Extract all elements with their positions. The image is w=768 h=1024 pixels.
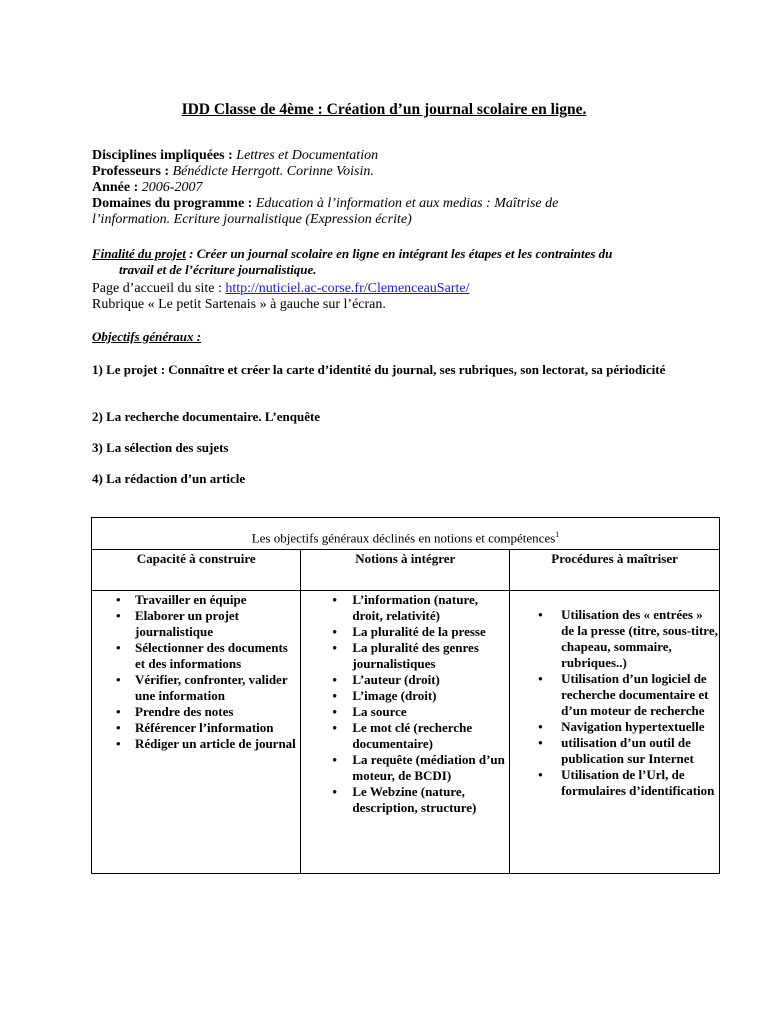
table-list-item — [511, 719, 718, 735]
table-list-item-text: Prendre des notes — [135, 704, 234, 719]
site-block — [92, 281, 672, 313]
header-procedures: Procédures à maîtriser — [510, 550, 720, 591]
table-list-item-text: Référencer l’information — [135, 720, 274, 735]
objectifs-heading: Objectifs généraux : — [92, 329, 202, 344]
notions-cell — [301, 591, 510, 874]
table-list-item — [93, 608, 299, 640]
rubrique-line: Rubrique « Le petit Sartenais » à gauche sur l’écran. — [92, 297, 386, 312]
bullet-icon: • — [116, 720, 121, 735]
professeurs-label: Professeurs : — [92, 164, 173, 179]
table-list-item — [511, 735, 718, 767]
bullet-icon: • — [116, 592, 121, 607]
table-list-item — [511, 671, 718, 719]
domaines-line — [92, 196, 632, 228]
table-list-item-text: La source — [352, 704, 407, 719]
bullet-icon: • — [332, 704, 337, 719]
table-list-item — [511, 767, 718, 799]
table-list-item-text: Sélectionner des documents et des informations — [135, 640, 288, 671]
table-list-item — [93, 720, 299, 736]
professeurs-value: Bénédicte Herrgott. Corinne Voisin. — [172, 164, 374, 179]
table-list-item-text: Rédiger un article de journal — [135, 736, 296, 751]
table-list-item-text: L’auteur (droit) — [352, 672, 440, 687]
capacite-list — [93, 592, 299, 752]
table-list-item — [302, 688, 508, 704]
objectif-item: 3) La sélection des sujets — [92, 440, 229, 455]
finalite-label: Finalité du projet — [92, 246, 186, 261]
document-title: IDD Classe de 4ème : Création d’un journal scolaire en ligne. — [181, 101, 587, 118]
table-list-item-text: Utilisation des « entrées » de la presse (titre, sous-titre, chapeau, sommaire, rubriques..) — [561, 607, 718, 670]
bullet-icon: • — [332, 784, 337, 799]
objectif-item: 1) Le projet : Connaître et créer la carte d’identité du journal, ses rubriques, son lectorat, sa périodicité — [92, 362, 666, 377]
table-caption — [92, 518, 720, 550]
finalite-block — [92, 246, 672, 278]
disciplines-line — [92, 148, 632, 164]
bullet-icon: • — [332, 624, 337, 639]
table-list-item-text: Vérifier, confronter, valider une information — [135, 672, 288, 703]
header-notions: Notions à intégrer — [301, 550, 510, 591]
domaines-label: Domaines du programme : — [92, 196, 256, 211]
objectif-item: 4) La rédaction d’un article — [92, 471, 246, 486]
table-list-item-text: Travailler en équipe — [135, 592, 247, 607]
disciplines-value: Lettres et Documentation — [236, 148, 379, 163]
table-list-item — [302, 592, 508, 624]
table-list-item-text: L’image (droit) — [352, 688, 437, 703]
bullet-icon: • — [538, 719, 543, 734]
table-list-item — [302, 784, 508, 816]
bullet-icon: • — [116, 640, 121, 655]
bullet-icon: • — [538, 767, 543, 782]
finalite-line-1: : Créer un journal scolaire en ligne en intégrant les étapes et les contraintes du — [185, 246, 613, 261]
annee-line — [92, 180, 632, 196]
bullet-icon: • — [332, 672, 337, 687]
table-list-item — [302, 720, 508, 752]
table-list-item-text: Elaborer un projet journalistique — [135, 608, 240, 639]
notions-list — [302, 592, 508, 816]
finalite-line-2: travail et de l’écriture journalistique. — [119, 262, 317, 277]
procedures-list — [511, 607, 718, 799]
table-list-item-text: utilisation d’un outil de publication sur Internet — [561, 735, 694, 766]
table-list-item — [302, 624, 508, 640]
bullet-icon: • — [116, 704, 121, 719]
metadata-block — [92, 148, 632, 228]
bullet-icon: • — [332, 592, 337, 607]
bullet-icon: • — [332, 688, 337, 703]
table-list-item — [302, 640, 508, 672]
bullet-icon: • — [538, 671, 543, 686]
bullet-icon: • — [538, 607, 543, 622]
annee-value: 2006-2007 — [141, 180, 203, 195]
table-list-item-text: Le Webzine (nature, description, structure) — [352, 784, 477, 815]
table-list-item — [302, 672, 508, 688]
capacite-cell — [92, 591, 301, 874]
table-list-item-text: Utilisation d’un logiciel de recherche documentaire et d’un moteur de recherche — [561, 671, 709, 718]
bullet-icon: • — [538, 735, 543, 750]
disciplines-label: Disciplines impliquées : — [92, 148, 237, 163]
bullet-icon: • — [332, 752, 337, 767]
table-caption-text: Les objectifs généraux déclinés en notions et compétences — [251, 530, 556, 546]
table-list-item — [93, 672, 299, 704]
bullet-icon: • — [332, 640, 337, 655]
homepage-link[interactable]: http://nuticiel.ac-corse.fr/ClemenceauSarte/ — [225, 281, 470, 296]
bullet-icon: • — [116, 736, 121, 751]
homepage-line — [92, 281, 672, 297]
table-list-item-text: Utilisation de l’Url, de formulaires d’identification — [561, 767, 715, 798]
table-list-item-text: L’information (nature, droit, relativité) — [352, 592, 479, 623]
table-list-item — [93, 736, 299, 752]
header-capacite: Capacité à construire — [92, 550, 301, 591]
table-list-item-text: Navigation hypertextuelle — [561, 719, 705, 734]
footnote-mark: 1 — [555, 530, 560, 539]
professeurs-line — [92, 164, 632, 180]
table-list-item — [93, 704, 299, 720]
competences-table — [91, 517, 720, 874]
table-list-item-text: La requête (médiation d’un moteur, de BCDI) — [352, 752, 505, 783]
table-list-item — [302, 752, 508, 784]
homepage-prefix: Page d’accueil du site : — [92, 281, 226, 296]
domaines-value: Education à l’information et aux medias : Maîtrise de l’information. Ecriture journalistique (Expression écrite) — [92, 196, 559, 227]
bullet-icon: • — [116, 608, 121, 623]
table-list-item-text: La pluralité des genres journalistiques — [352, 640, 479, 671]
table-list-item — [93, 640, 299, 672]
annee-label: Année : — [92, 180, 142, 195]
table-list-item-text: Le mot clé (recherche documentaire) — [352, 720, 473, 751]
bullet-icon: • — [116, 672, 121, 687]
table-list-item — [511, 607, 718, 671]
objectif-item: 2) La recherche documentaire. L’enquête — [92, 409, 321, 424]
table-list-item-text: La pluralité de la presse — [352, 624, 486, 639]
bullet-icon: • — [332, 720, 337, 735]
table-list-item — [302, 704, 508, 720]
table-list-item — [93, 592, 299, 608]
procedures-cell — [510, 591, 720, 874]
